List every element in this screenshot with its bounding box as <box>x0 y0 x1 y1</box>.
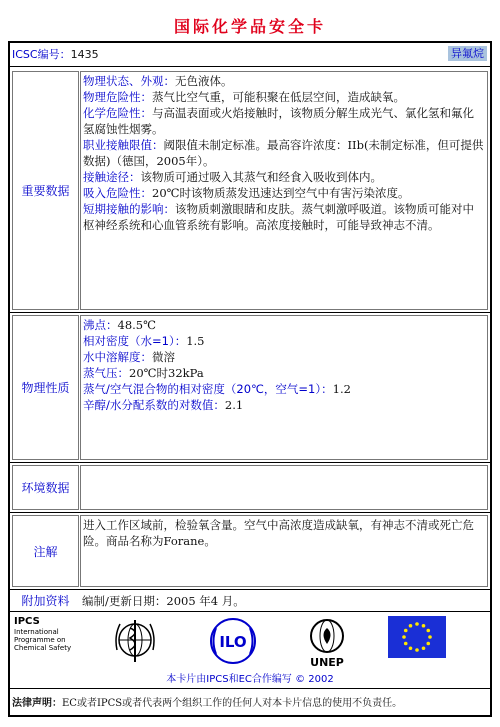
list-item: 辛醇/水分配系数的对数值：2.1 <box>83 398 244 412</box>
eu-star-icon <box>422 624 426 628</box>
eu-star-icon <box>402 635 406 639</box>
icsc-number <box>12 46 99 62</box>
eu-star-icon <box>409 624 413 628</box>
eu-star-icon <box>404 642 408 646</box>
environment-label: 环境数据 <box>12 465 79 510</box>
eu-star-icon <box>415 622 419 626</box>
icsc-value: 1435 <box>70 48 99 61</box>
unep-emblem-icon <box>302 616 352 670</box>
legal-label: 法律声明： <box>12 698 62 709</box>
extra-info-label: 附加资料 <box>21 594 70 608</box>
eu-star-icon <box>426 629 430 633</box>
list-item: 水中溶解度：微溶 <box>83 350 175 364</box>
legal-text: EC或者IPCS或者代表两个组织工作的任何人对本卡片信息的使用不负责任。 <box>62 698 403 709</box>
ipcs-logo: IPCS International Programme on Chemical Safety <box>14 616 72 652</box>
important-data-content <box>80 71 488 310</box>
environment-row <box>10 463 490 513</box>
notes-content: 进入工作区域前，检验氧含量。空气中高浓度造成缺氧，有神志不清或死亡危险。商品名称为Forane。 <box>80 515 488 587</box>
logo-bar <box>10 612 490 689</box>
eu-star-icon <box>422 646 426 650</box>
safety-card <box>8 41 492 717</box>
list-item: 物理危险性：蒸气比空气重，可能积聚在低层空间，造成缺氧。 <box>83 90 405 104</box>
page-title: 国际化学品安全卡 <box>173 17 326 36</box>
eu-star-icon <box>404 629 408 633</box>
list-item: 物理状态、外观：无色液体。 <box>83 74 233 88</box>
legal-notice <box>12 694 488 709</box>
copyright: 本卡片由IPCS和EC合作编写 © 2002 <box>166 674 334 685</box>
eu-star-icon <box>428 635 432 639</box>
list-item: 吸入危险性：20℃时该物质蒸发迅速达到空气中有害污染浓度。 <box>83 186 410 200</box>
svg-text:ILO: ILO <box>219 633 247 651</box>
header-row <box>10 43 490 67</box>
physical-properties-content <box>80 315 488 460</box>
important-data-row <box>10 69 490 313</box>
list-item: 沸点：48.5℃ <box>83 318 156 332</box>
list-item: 相对密度（水=1）：1.5 <box>83 334 205 348</box>
eu-star-icon <box>409 646 413 650</box>
environment-content <box>80 465 488 510</box>
physical-properties-label: 物理性质 <box>12 315 79 460</box>
list-item: 化学危险性：与高温表面或火焰接触时，该物质分解生成光气、氯化氢和氟化氢腐蚀性烟雾。 <box>83 106 474 136</box>
list-item: 职业接触限值：阈限值未制定标准。最高容许浓度：IIb(未制定标准，但可提供数据)（德国，2005年）。 <box>83 138 484 168</box>
chemical-name: 异氟烷 <box>448 46 487 61</box>
ilo-emblem-icon <box>208 616 258 666</box>
icsc-label: ICSC编号： <box>12 48 71 61</box>
who-emblem-icon <box>112 616 158 666</box>
notes-row <box>10 513 490 590</box>
svg-text:UNEP: UNEP <box>310 656 344 669</box>
physical-properties-row <box>10 313 490 463</box>
list-item: 短期接触的影响：该物质刺激眼睛和皮肤。蒸气刺激呼吸道。该物质可能对中枢神经系统和心血管系统有影响。高浓度接触时，可能导致神志不清。 <box>83 202 474 232</box>
important-data-label: 重要数据 <box>12 71 79 310</box>
notes-label: 注解 <box>12 515 79 587</box>
eu-star-icon <box>415 648 419 652</box>
extra-info-content: 编制/更新日期：2005 年4 月。 <box>82 594 245 608</box>
extra-info-row <box>10 590 490 612</box>
eu-flag-icon <box>388 616 446 658</box>
list-item: 蒸气压：20℃时32kPa <box>83 366 204 380</box>
list-item: 接触途径：该物质可通过吸入其蒸气和经食入吸收到体内。 <box>83 170 382 184</box>
list-item: 蒸气/空气混合物的相对密度（20℃，空气=1）：1.2 <box>83 382 351 396</box>
eu-star-icon <box>426 642 430 646</box>
